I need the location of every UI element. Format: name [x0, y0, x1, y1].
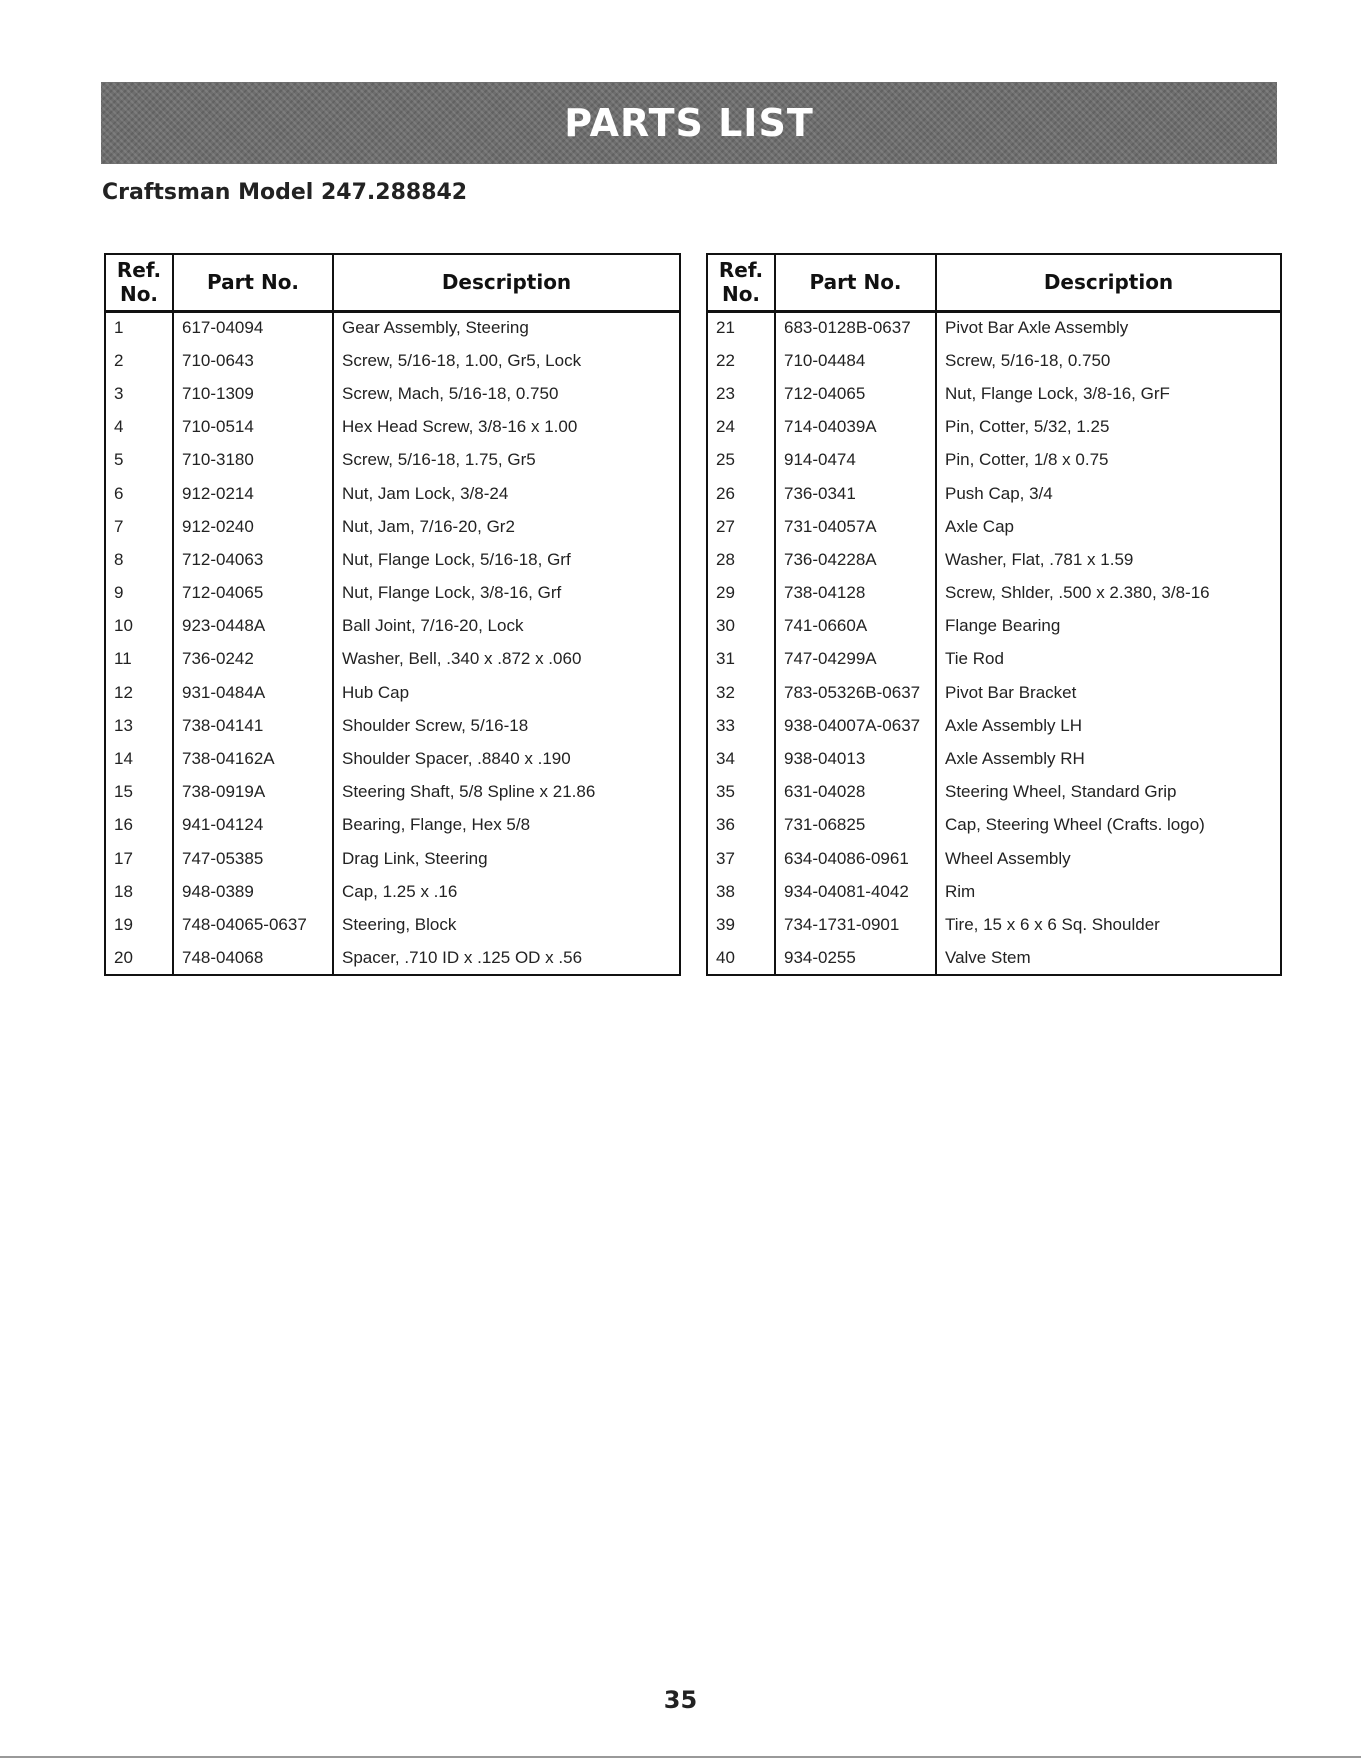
part-no-cell: 912-0214	[173, 477, 333, 510]
ref-no-cell: 1	[105, 311, 173, 344]
description-cell: Flange Bearing	[945, 616, 1061, 636]
ref-no-cell: 17	[105, 842, 173, 875]
description-cell: Pin, Cotter, 1/8 x 0.75	[945, 450, 1109, 470]
ref-no-cell: 28	[707, 543, 775, 576]
ref-no-cell: 18	[105, 875, 173, 908]
ref-no-cell: 36	[707, 809, 775, 842]
bottom-rule	[0, 1756, 1361, 1758]
banner-title: PARTS LIST	[564, 101, 814, 145]
table-row	[707, 311, 1281, 344]
table-row	[105, 577, 680, 610]
ref-header-line2: No.	[119, 282, 159, 307]
table-row	[707, 676, 1281, 709]
ref-no-header	[105, 254, 173, 311]
description-cell: Pivot Bar Axle Assembly	[945, 318, 1129, 338]
parts-table-left-body	[105, 311, 680, 975]
table-row	[105, 377, 680, 410]
table-row	[105, 311, 680, 344]
description-cell: Cap, 1.25 x .16	[342, 881, 458, 901]
description-header: Description	[936, 254, 1281, 311]
ref-no-cell: 38	[707, 875, 775, 908]
description-cell: Shoulder Spacer, .8840 x .190	[342, 749, 571, 769]
part-no-cell: 714-04039A	[775, 411, 936, 444]
ref-no-cell: 8	[105, 543, 173, 576]
ref-no-cell: 24	[707, 411, 775, 444]
description-cell: Washer, Flat, .781 x 1.59	[945, 549, 1134, 569]
description-cell: Washer, Bell, .340 x .872 x .060	[342, 649, 582, 669]
part-no-cell: 934-0255	[775, 942, 936, 975]
part-no-cell: 948-0389	[173, 875, 333, 908]
part-no-cell: 934-04081-4042	[775, 875, 936, 908]
ref-no-cell: 11	[105, 643, 173, 676]
description-cell: Hex Head Screw, 3/8-16 x 1.00	[342, 417, 578, 437]
description-cell: Gear Assembly, Steering	[342, 318, 529, 338]
part-no-cell: 931-0484A	[173, 676, 333, 709]
description-cell: Nut, Flange Lock, 5/16-18, Grf	[342, 549, 571, 569]
description-cell: Axle Assembly RH	[945, 749, 1085, 769]
part-no-cell: 710-0514	[173, 411, 333, 444]
description-cell: Pin, Cotter, 5/32, 1.25	[945, 417, 1110, 437]
part-no-cell: 631-04028	[775, 776, 936, 809]
table-row	[105, 842, 680, 875]
table-row	[105, 477, 680, 510]
description-cell: Screw, Shlder, .500 x 2.380, 3/8-16	[945, 583, 1210, 603]
description-cell: Shoulder Screw, 5/16-18	[342, 715, 529, 735]
description-header: Description	[333, 254, 680, 311]
part-no-cell: 710-3180	[173, 444, 333, 477]
table-row	[707, 344, 1281, 377]
ref-no-cell: 16	[105, 809, 173, 842]
table-row	[707, 643, 1281, 676]
table-row	[105, 776, 680, 809]
part-no-cell: 738-04162A	[173, 742, 333, 775]
part-no-cell: 923-0448A	[173, 610, 333, 643]
description-cell: Hub Cap	[342, 682, 410, 702]
ref-no-header	[707, 254, 775, 311]
table-row	[707, 610, 1281, 643]
table-row	[707, 577, 1281, 610]
description-cell: Bearing, Flange, Hex 5/8	[342, 815, 531, 835]
description-cell: Axle Assembly LH	[945, 715, 1082, 735]
part-no-cell: 748-04068	[173, 942, 333, 975]
description-cell: Screw, 5/16-18, 1.75, Gr5	[342, 450, 536, 470]
ref-no-cell: 40	[707, 942, 775, 975]
ref-header-line2: No.	[721, 282, 761, 307]
part-no-cell: 748-04065-0637	[173, 908, 333, 941]
ref-no-cell: 22	[707, 344, 775, 377]
table-header-row	[707, 254, 1281, 311]
part-no-cell: 938-04007A-0637	[775, 709, 936, 742]
part-no-cell: 617-04094	[173, 311, 333, 344]
page-number: 35	[663, 1686, 698, 1714]
table-row	[707, 809, 1281, 842]
part-no-cell: 938-04013	[775, 742, 936, 775]
ref-no-cell: 25	[707, 444, 775, 477]
table-row	[707, 709, 1281, 742]
ref-no-cell: 30	[707, 610, 775, 643]
table-row	[105, 742, 680, 775]
table-row	[105, 875, 680, 908]
part-no-cell: 712-04063	[173, 543, 333, 576]
part-no-cell: 783-05326B-0637	[775, 676, 936, 709]
description-cell: Cap, Steering Wheel (Crafts. logo)	[945, 815, 1205, 835]
ref-no-cell: 3	[105, 377, 173, 410]
ref-no-cell: 23	[707, 377, 775, 410]
part-no-cell: 683-0128B-0637	[775, 311, 936, 344]
table-row	[707, 942, 1281, 975]
table-row	[105, 344, 680, 377]
table-row	[105, 543, 680, 576]
ref-no-cell: 37	[707, 842, 775, 875]
part-no-cell: 731-04057A	[775, 510, 936, 543]
table-row	[105, 610, 680, 643]
ref-no-cell: 32	[707, 676, 775, 709]
table-row	[707, 477, 1281, 510]
ref-no-cell: 15	[105, 776, 173, 809]
part-no-header: Part No.	[775, 254, 936, 311]
ref-no-cell: 13	[105, 709, 173, 742]
table-row	[105, 411, 680, 444]
parts-list-banner	[101, 82, 1277, 164]
description-cell: Ball Joint, 7/16-20, Lock	[342, 616, 524, 636]
part-no-cell: 738-04128	[775, 577, 936, 610]
table-row	[707, 510, 1281, 543]
table-row	[707, 875, 1281, 908]
part-no-cell: 914-0474	[775, 444, 936, 477]
table-row	[707, 842, 1281, 875]
table-row	[105, 676, 680, 709]
description-cell: Screw, Mach, 5/16-18, 0.750	[342, 383, 559, 403]
description-cell: Axle Cap	[945, 516, 1014, 536]
description-cell: Steering Wheel, Standard Grip	[945, 782, 1177, 802]
part-no-cell: 712-04065	[775, 377, 936, 410]
description-cell: Screw, 5/16-18, 1.00, Gr5, Lock	[342, 350, 582, 370]
description-cell: Steering Shaft, 5/8 Spline x 21.86	[342, 782, 596, 802]
parts-table-right-body	[707, 311, 1281, 975]
ref-no-cell: 7	[105, 510, 173, 543]
table-row	[105, 444, 680, 477]
description-cell: Spacer, .710 ID x .125 OD x .56	[342, 947, 583, 967]
part-no-cell: 912-0240	[173, 510, 333, 543]
ref-no-cell: 2	[105, 344, 173, 377]
ref-no-cell: 9	[105, 577, 173, 610]
table-row	[707, 908, 1281, 941]
parts-table-right	[706, 253, 1282, 976]
description-cell: Steering, Block	[342, 914, 457, 934]
description-cell: Wheel Assembly	[945, 848, 1071, 868]
ref-no-cell: 20	[105, 942, 173, 975]
part-no-cell: 736-0242	[173, 643, 333, 676]
table-row	[707, 377, 1281, 410]
table-row	[105, 942, 680, 975]
table-row	[707, 742, 1281, 775]
ref-no-cell: 35	[707, 776, 775, 809]
part-no-cell: 738-0919A	[173, 776, 333, 809]
ref-no-cell: 6	[105, 477, 173, 510]
table-row	[707, 444, 1281, 477]
ref-no-cell: 19	[105, 908, 173, 941]
model-heading: Craftsman Model 247.288842	[102, 180, 468, 205]
description-cell: Drag Link, Steering	[342, 848, 488, 868]
part-no-cell: 747-04299A	[775, 643, 936, 676]
description-cell: Nut, Flange Lock, 3/8-16, Grf	[342, 583, 562, 603]
part-no-cell: 710-0643	[173, 344, 333, 377]
description-cell: Pivot Bar Bracket	[945, 682, 1077, 702]
ref-no-cell: 10	[105, 610, 173, 643]
part-no-cell: 710-04484	[775, 344, 936, 377]
table-row	[707, 543, 1281, 576]
ref-no-cell: 34	[707, 742, 775, 775]
ref-no-cell: 27	[707, 510, 775, 543]
ref-no-cell: 29	[707, 577, 775, 610]
ref-no-cell: 12	[105, 676, 173, 709]
description-cell: Tie Rod	[945, 649, 1004, 669]
ref-no-cell: 14	[105, 742, 173, 775]
part-no-cell: 736-04228A	[775, 543, 936, 576]
part-no-cell: 941-04124	[173, 809, 333, 842]
ref-no-cell: 31	[707, 643, 775, 676]
ref-no-cell: 4	[105, 411, 173, 444]
description-cell: Nut, Flange Lock, 3/8-16, GrF	[945, 383, 1170, 403]
description-cell: Rim	[945, 881, 976, 901]
part-no-header: Part No.	[173, 254, 333, 311]
part-no-cell: 738-04141	[173, 709, 333, 742]
description-cell: Tire, 15 x 6 x 6 Sq. Shoulder	[945, 914, 1160, 934]
table-row	[105, 709, 680, 742]
description-cell: Nut, Jam, 7/16-20, Gr2	[342, 516, 515, 536]
part-no-cell: 634-04086-0961	[775, 842, 936, 875]
part-no-cell: 710-1309	[173, 377, 333, 410]
table-header-row	[105, 254, 680, 311]
part-no-cell: 734-1731-0901	[775, 908, 936, 941]
parts-table-left	[104, 253, 681, 976]
part-no-cell: 731-06825	[775, 809, 936, 842]
part-no-cell: 741-0660A	[775, 610, 936, 643]
ref-no-cell: 21	[707, 311, 775, 344]
table-row	[105, 908, 680, 941]
description-cell: Valve Stem	[945, 947, 1031, 967]
table-row	[105, 510, 680, 543]
table-row	[105, 809, 680, 842]
description-cell: Nut, Jam Lock, 3/8-24	[342, 483, 509, 503]
part-no-cell: 747-05385	[173, 842, 333, 875]
ref-no-cell: 26	[707, 477, 775, 510]
ref-header-line1: Ref.	[116, 258, 162, 283]
part-no-cell: 712-04065	[173, 577, 333, 610]
ref-header-line1: Ref.	[718, 258, 764, 283]
ref-no-cell: 39	[707, 908, 775, 941]
description-cell: Push Cap, 3/4	[945, 483, 1053, 503]
ref-no-cell: 33	[707, 709, 775, 742]
table-row	[105, 643, 680, 676]
ref-no-cell: 5	[105, 444, 173, 477]
part-no-cell: 736-0341	[775, 477, 936, 510]
description-cell: Screw, 5/16-18, 0.750	[945, 350, 1111, 370]
table-row	[707, 411, 1281, 444]
table-row	[707, 776, 1281, 809]
